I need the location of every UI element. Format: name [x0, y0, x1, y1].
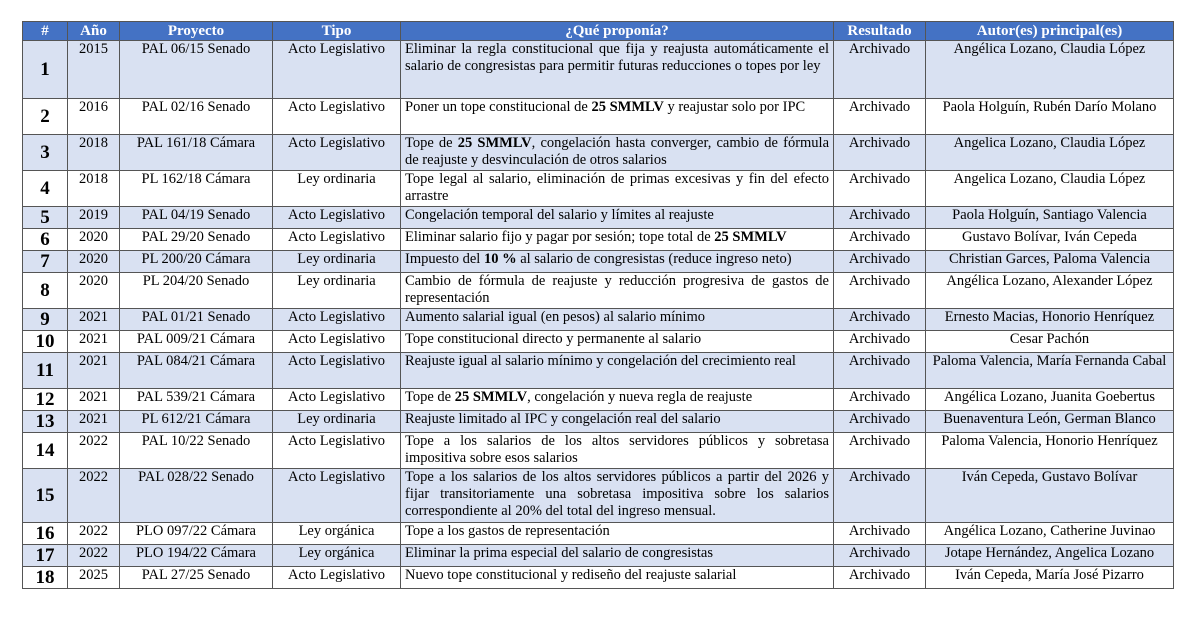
cell-year: 2015	[68, 41, 120, 99]
table-row	[23, 523, 1174, 545]
cell-proposal: Tope a los salarios de los altos servidores públicos y sobretasa impositiva sobre esos salarios	[401, 433, 834, 469]
cell-year: 2022	[68, 523, 120, 545]
cell-proposal: Nuevo tope constitucional y rediseño del reajuste salarial	[401, 567, 834, 589]
cell-result: Archivado	[834, 523, 926, 545]
cell-project: PAL 009/21 Cámara	[120, 331, 273, 353]
row-number: 10	[23, 331, 68, 353]
table-row	[23, 251, 1174, 273]
row-number: 18	[23, 567, 68, 589]
cell-result: Archivado	[834, 567, 926, 589]
cell-proposal: Cambio de fórmula de reajuste y reducción progresiva de gastos de representación	[401, 273, 834, 309]
cell-year: 2025	[68, 567, 120, 589]
table-row	[23, 41, 1174, 99]
cell-result: Archivado	[834, 389, 926, 411]
cell-type: Acto Legislativo	[273, 389, 401, 411]
cell-year: 2022	[68, 469, 120, 523]
cell-authors: Paola Holguín, Rubén Darío Molano	[926, 99, 1174, 135]
row-number: 12	[23, 389, 68, 411]
cell-project: PLO 097/22 Cámara	[120, 523, 273, 545]
row-number: 5	[23, 207, 68, 229]
cell-proposal: Congelación temporal del salario y límites al reajuste	[401, 207, 834, 229]
cell-type: Ley orgánica	[273, 545, 401, 567]
cell-type: Ley ordinaria	[273, 251, 401, 273]
cell-project: PAL 06/15 Senado	[120, 41, 273, 99]
cell-project: PAL 084/21 Cámara	[120, 353, 273, 389]
cell-authors: Angélica Lozano, Alexander López	[926, 273, 1174, 309]
cell-type: Acto Legislativo	[273, 207, 401, 229]
cell-authors: Ernesto Macias, Honorio Henríquez	[926, 309, 1174, 331]
cell-type: Acto Legislativo	[273, 469, 401, 523]
cell-authors: Jotape Hernández, Angelica Lozano	[926, 545, 1174, 567]
cell-proposal: Impuesto del 10 % al salario de congresistas (reduce ingreso neto)	[401, 251, 834, 273]
table-row	[23, 567, 1174, 589]
column-header-year: Año	[68, 22, 120, 41]
row-number: 14	[23, 433, 68, 469]
cell-project: PAL 01/21 Senado	[120, 309, 273, 331]
cell-year: 2020	[68, 229, 120, 251]
cell-year: 2022	[68, 433, 120, 469]
row-number: 13	[23, 411, 68, 433]
cell-proposal: Poner un tope constitucional de 25 SMMLV y reajustar solo por IPC	[401, 99, 834, 135]
cell-result: Archivado	[834, 353, 926, 389]
cell-type: Acto Legislativo	[273, 433, 401, 469]
cell-result: Archivado	[834, 99, 926, 135]
cell-result: Archivado	[834, 411, 926, 433]
cell-proposal: Reajuste igual al salario mínimo y congelación del crecimiento real	[401, 353, 834, 389]
cell-authors: Christian Garces, Paloma Valencia	[926, 251, 1174, 273]
row-number: 11	[23, 353, 68, 389]
cell-proposal: Aumento salarial igual (en pesos) al salario mínimo	[401, 309, 834, 331]
cell-type: Acto Legislativo	[273, 353, 401, 389]
cell-type: Acto Legislativo	[273, 41, 401, 99]
cell-project: PL 200/20 Cámara	[120, 251, 273, 273]
cell-result: Archivado	[834, 545, 926, 567]
cell-proposal: Reajuste limitado al IPC y congelación real del salario	[401, 411, 834, 433]
column-header-result: Resultado	[834, 22, 926, 41]
table-row	[23, 135, 1174, 171]
cell-authors: Buenaventura León, German Blanco	[926, 411, 1174, 433]
cell-result: Archivado	[834, 433, 926, 469]
table-row	[23, 273, 1174, 309]
row-number: 16	[23, 523, 68, 545]
row-number: 7	[23, 251, 68, 273]
cell-year: 2021	[68, 411, 120, 433]
cell-project: PAL 27/25 Senado	[120, 567, 273, 589]
cell-authors: Paloma Valencia, Honorio Henríquez	[926, 433, 1174, 469]
table-container	[22, 21, 1173, 589]
cell-proposal: Eliminar la prima especial del salario de congresistas	[401, 545, 834, 567]
table-row	[23, 309, 1174, 331]
cell-authors: Angélica Lozano, Juanita Goebertus	[926, 389, 1174, 411]
cell-authors: Gustavo Bolívar, Iván Cepeda	[926, 229, 1174, 251]
column-header-proposal: ¿Qué proponía?	[401, 22, 834, 41]
cell-result: Archivado	[834, 135, 926, 171]
cell-authors: Angelica Lozano, Claudia López	[926, 171, 1174, 207]
cell-type: Acto Legislativo	[273, 229, 401, 251]
cell-year: 2021	[68, 331, 120, 353]
column-header-authors: Autor(es) principal(es)	[926, 22, 1174, 41]
cell-type: Ley ordinaria	[273, 273, 401, 309]
cell-result: Archivado	[834, 251, 926, 273]
cell-project: PAL 29/20 Senado	[120, 229, 273, 251]
cell-proposal: Tope legal al salario, eliminación de primas excesivas y fin del efecto arrastre	[401, 171, 834, 207]
cell-result: Archivado	[834, 331, 926, 353]
column-header-number: #	[23, 22, 68, 41]
cell-year: 2019	[68, 207, 120, 229]
table-header	[23, 22, 1174, 41]
table-row	[23, 99, 1174, 135]
cell-proposal: Tope constitucional directo y permanente al salario	[401, 331, 834, 353]
cell-year: 2020	[68, 251, 120, 273]
cell-project: PLO 194/22 Cámara	[120, 545, 273, 567]
cell-proposal: Eliminar salario fijo y pagar por sesión; tope total de 25 SMMLV	[401, 229, 834, 251]
row-number: 6	[23, 229, 68, 251]
cell-project: PAL 02/16 Senado	[120, 99, 273, 135]
table-row	[23, 207, 1174, 229]
cell-year: 2022	[68, 545, 120, 567]
cell-type: Ley ordinaria	[273, 411, 401, 433]
table-body	[23, 41, 1174, 589]
cell-result: Archivado	[834, 207, 926, 229]
cell-project: PAL 539/21 Cámara	[120, 389, 273, 411]
cell-authors: Iván Cepeda, María José Pizarro	[926, 567, 1174, 589]
projects-table	[22, 21, 1174, 589]
cell-proposal: Tope a los salarios de los altos servidores públicos a partir del 2026 y fijar transitoriamente una sobretasa impositiva sobre los salarios correspondiente al 20% del total del ingreso mensual.	[401, 469, 834, 523]
cell-proposal: Tope a los gastos de representación	[401, 523, 834, 545]
table-row	[23, 433, 1174, 469]
table-row	[23, 469, 1174, 523]
cell-proposal: Eliminar la regla constitucional que fija y reajusta automáticamente el salario de congresistas para permitir futuras reducciones o topes por ley	[401, 41, 834, 99]
cell-proposal: Tope de 25 SMMLV, congelación y nueva regla de reajuste	[401, 389, 834, 411]
table-row	[23, 545, 1174, 567]
cell-authors: Angelica Lozano, Claudia López	[926, 135, 1174, 171]
table-row	[23, 331, 1174, 353]
cell-authors: Paola Holguín, Santiago Valencia	[926, 207, 1174, 229]
table-row	[23, 229, 1174, 251]
cell-project: PL 612/21 Cámara	[120, 411, 273, 433]
cell-project: PAL 161/18 Cámara	[120, 135, 273, 171]
cell-type: Ley ordinaria	[273, 171, 401, 207]
cell-authors: Paloma Valencia, María Fernanda Cabal	[926, 353, 1174, 389]
table-row	[23, 353, 1174, 389]
header-row	[23, 22, 1174, 41]
cell-year: 2020	[68, 273, 120, 309]
cell-type: Acto Legislativo	[273, 567, 401, 589]
cell-year: 2021	[68, 309, 120, 331]
cell-project: PL 162/18 Cámara	[120, 171, 273, 207]
row-number: 8	[23, 273, 68, 309]
cell-authors: Angélica Lozano, Catherine Juvinao	[926, 523, 1174, 545]
row-number: 15	[23, 469, 68, 523]
cell-proposal: Tope de 25 SMMLV, congelación hasta converger, cambio de fórmula de reajuste y desvinculación de otros salarios	[401, 135, 834, 171]
cell-project: PAL 10/22 Senado	[120, 433, 273, 469]
table-row	[23, 411, 1174, 433]
row-number: 1	[23, 41, 68, 99]
cell-year: 2021	[68, 389, 120, 411]
cell-type: Ley orgánica	[273, 523, 401, 545]
row-number: 3	[23, 135, 68, 171]
row-number: 9	[23, 309, 68, 331]
cell-result: Archivado	[834, 469, 926, 523]
cell-year: 2021	[68, 353, 120, 389]
cell-year: 2018	[68, 171, 120, 207]
cell-result: Archivado	[834, 171, 926, 207]
table-row	[23, 171, 1174, 207]
cell-authors: Iván Cepeda, Gustavo Bolívar	[926, 469, 1174, 523]
cell-type: Acto Legislativo	[273, 99, 401, 135]
cell-result: Archivado	[834, 229, 926, 251]
cell-project: PL 204/20 Senado	[120, 273, 273, 309]
column-header-type: Tipo	[273, 22, 401, 41]
cell-authors: Cesar Pachón	[926, 331, 1174, 353]
row-number: 17	[23, 545, 68, 567]
cell-year: 2016	[68, 99, 120, 135]
cell-type: Acto Legislativo	[273, 135, 401, 171]
row-number: 4	[23, 171, 68, 207]
column-header-project: Proyecto	[120, 22, 273, 41]
cell-project: PAL 028/22 Senado	[120, 469, 273, 523]
cell-project: PAL 04/19 Senado	[120, 207, 273, 229]
cell-year: 2018	[68, 135, 120, 171]
table-row	[23, 389, 1174, 411]
cell-result: Archivado	[834, 273, 926, 309]
cell-result: Archivado	[834, 41, 926, 99]
row-number: 2	[23, 99, 68, 135]
cell-type: Acto Legislativo	[273, 309, 401, 331]
cell-authors: Angélica Lozano, Claudia López	[926, 41, 1174, 99]
cell-type: Acto Legislativo	[273, 331, 401, 353]
cell-result: Archivado	[834, 309, 926, 331]
